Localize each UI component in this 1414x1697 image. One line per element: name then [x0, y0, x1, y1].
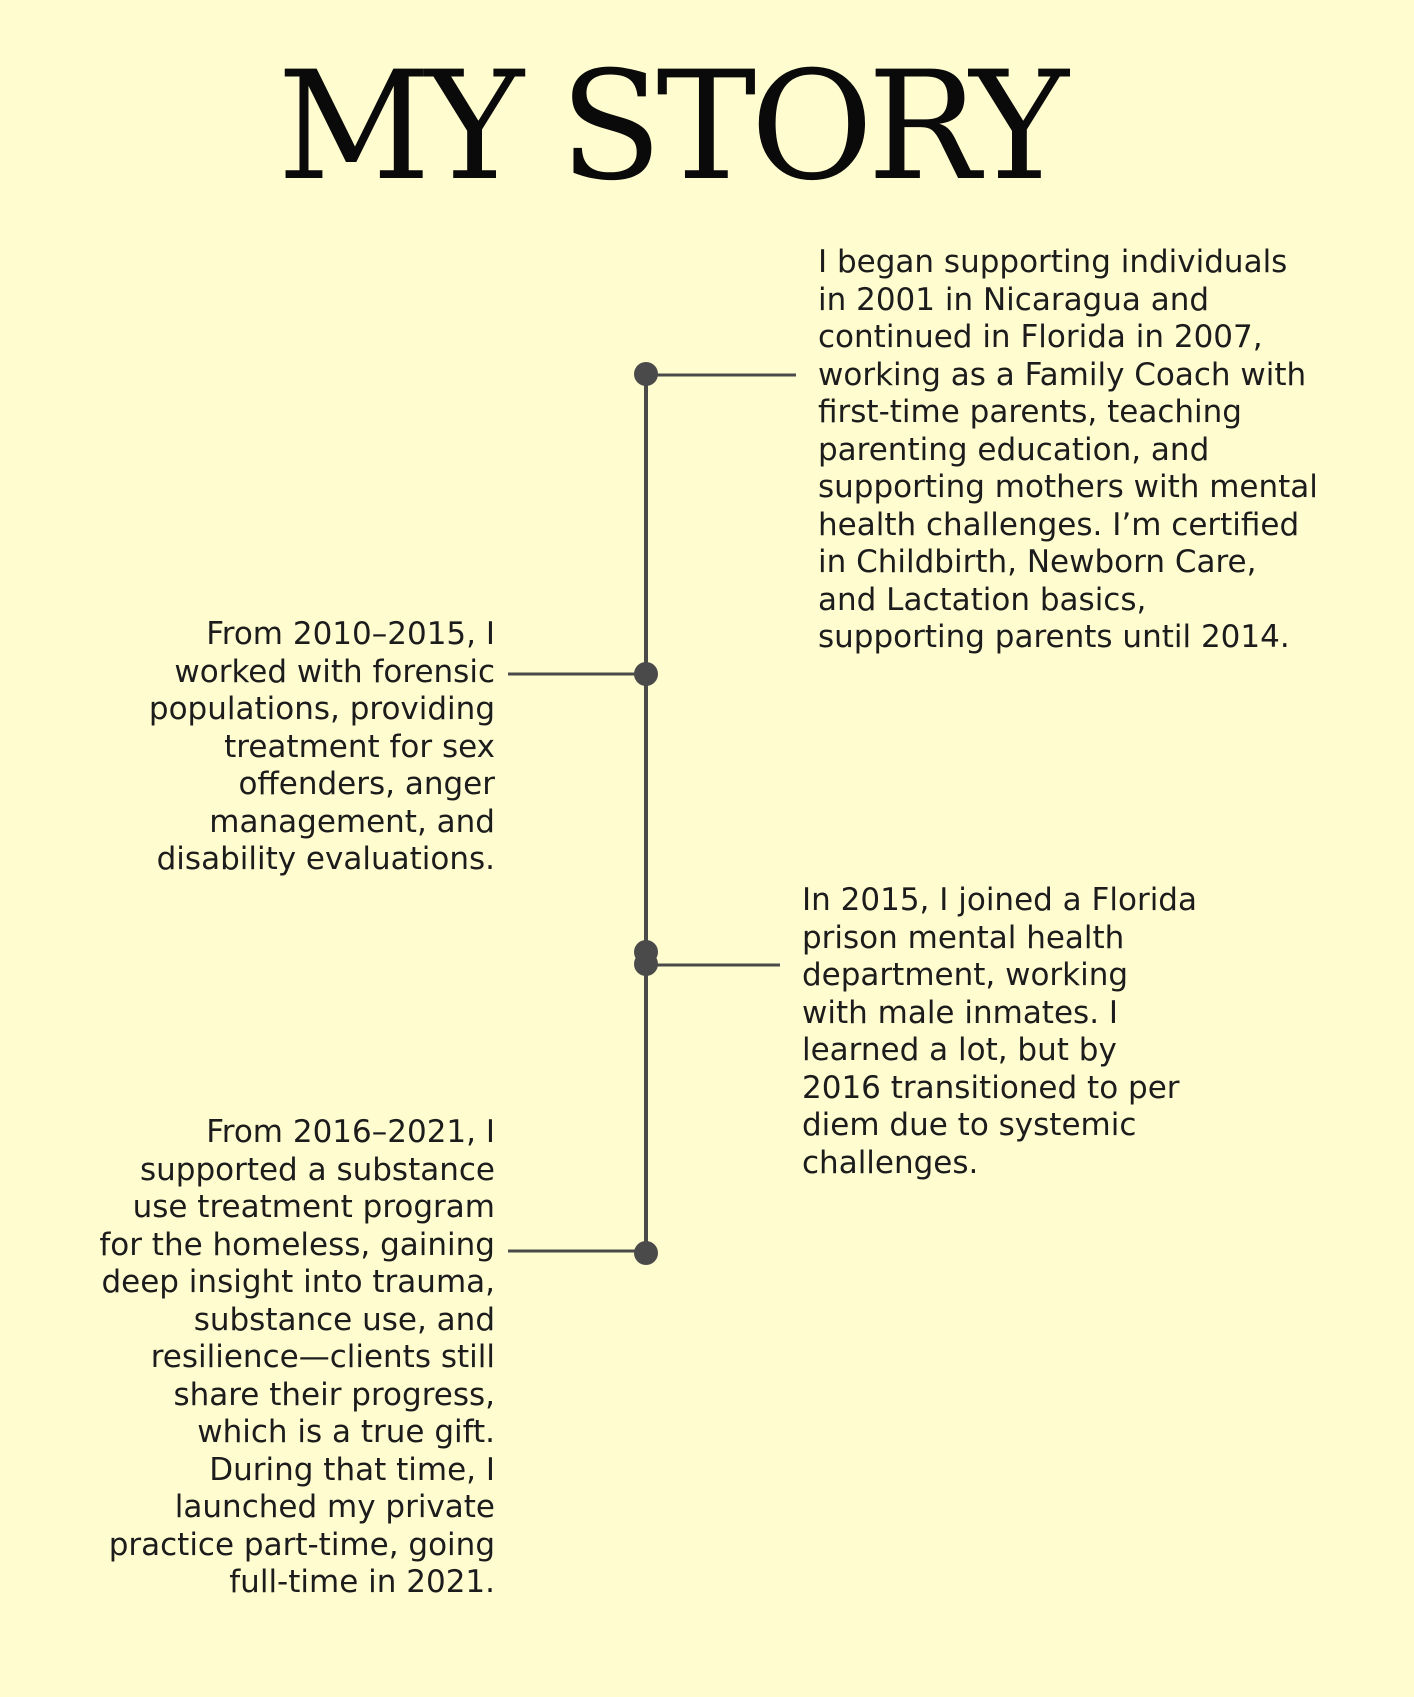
timeline-entry-2015: In 2015, I joined a Florida prison mental health department, working with male inmates. I learned a lot, but by 2016 transitioned to per diem due to systemic challenges. — [802, 882, 1197, 1181]
page-title: MY STORY — [277, 40, 1063, 214]
timeline-entry-2001: I began supporting individuals in 2001 in Nicaragua and continued in Florida in 2007, working as a Family Coach with first-time parents, teaching parenting education, and supporting mothers with mental health challenges. I’m certified in Childbirth, Newborn Care, and Lactation basics, supporting parents until 2014. — [818, 244, 1318, 655]
timeline-node-4 — [634, 1241, 658, 1265]
timeline-node-2 — [634, 662, 658, 686]
timeline-node-3 — [634, 952, 658, 976]
timeline-entry-2016: From 2016–2021, I supported a substance use treatment program for the homeless, gaining deep insight into trauma, substance use, and resilience—clients still share their progress, which is a true gift. During that time, I launched my private practice part-time, going full-time in 2021. — [99, 1114, 495, 1600]
timeline-node-1 — [634, 362, 658, 386]
timeline-entry-2010: From 2010–2015, I worked with forensic populations, providing treatment for sex offenders, anger management, and disability evaluations. — [148, 616, 495, 877]
